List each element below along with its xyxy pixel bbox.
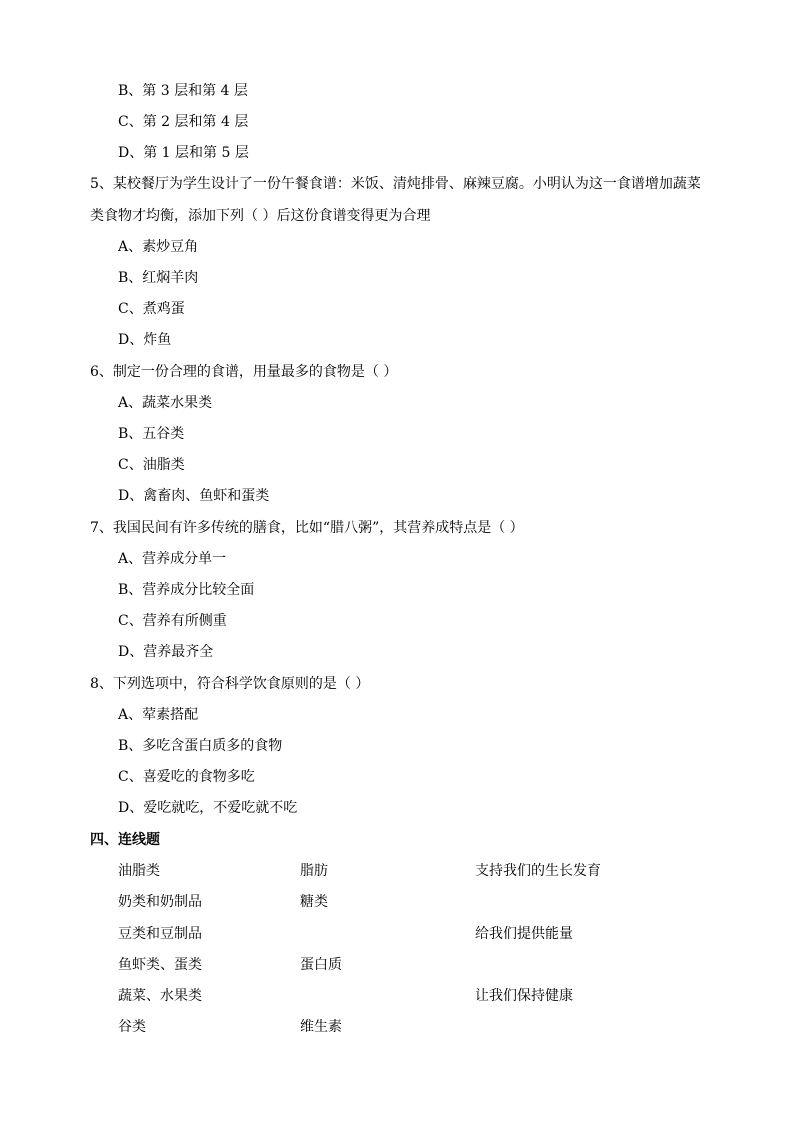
match-food-item: 油脂类 [118, 863, 160, 879]
match-food-item: 谷类 [118, 1019, 146, 1035]
question-8-option-c: C、喜爱吃的食物多吃 [118, 769, 255, 785]
question-5-stem-line2: 类食物才均衡，添加下列（ ）后这份食谱变得更为合理 [90, 208, 431, 224]
match-food-item: 奶类和奶制品 [118, 894, 202, 910]
match-nutrient-item: 糖类 [300, 894, 328, 910]
question-7-option-c: C、营养有所侧重 [118, 613, 227, 629]
question-8-option-d: D、爱吃就吃，不爱吃就不吃 [118, 800, 298, 816]
question-8-option-a: A、荤素搭配 [118, 707, 199, 723]
question-6-option-d: D、禽畜肉、鱼虾和蛋类 [118, 488, 270, 504]
match-nutrient-item: 脂肪 [300, 863, 328, 879]
match-food-item: 豆类和豆制品 [118, 926, 202, 942]
question-5-option-c: C、煮鸡蛋 [118, 301, 185, 317]
question-7-option-b: B、营养成分比较全面 [118, 582, 255, 598]
question-7-stem: 7、我国民间有许多传统的膳食，比如“腊八粥”，其营养成特点是（ ） [90, 520, 524, 536]
question-5-option-b: B、红焖羊肉 [118, 270, 199, 286]
option-b-prev: B、第 3 层和第 4 层 [118, 83, 248, 99]
match-food-item: 鱼虾类、蛋类 [118, 957, 202, 973]
question-6-option-a: A、蔬菜水果类 [118, 395, 213, 411]
option-c-prev: C、第 2 层和第 4 层 [118, 114, 249, 130]
question-5-option-d: D、炸鱼 [118, 332, 172, 348]
question-6-stem: 6、制定一份合理的食谱，用量最多的食物是（ ） [90, 364, 398, 380]
match-nutrient-item: 蛋白质 [300, 957, 342, 973]
question-6-option-c: C、油脂类 [118, 457, 185, 473]
section-4-heading: 四、连线题 [90, 832, 160, 848]
match-food-item: 蔬菜、水果类 [118, 988, 202, 1004]
question-8-option-b: B、多吃含蛋白质多的食物 [118, 738, 283, 754]
question-5-stem-line1: 5、某校餐厅为学生设计了一份午餐食谱：米饭、清炖排骨、麻辣豆腐。小明认为这一食谱增加蔬菜 [90, 176, 701, 192]
question-8-stem: 8、下列选项中，符合科学饮食原则的是（ ） [90, 676, 370, 692]
option-d-prev: D、第 1 层和第 5 层 [118, 145, 249, 161]
question-6-option-b: B、五谷类 [118, 426, 185, 442]
question-5-option-a: A、素炒豆角 [118, 239, 199, 255]
match-function-item: 给我们提供能量 [475, 926, 573, 942]
question-7-option-d: D、营养最齐全 [118, 644, 214, 660]
match-function-item: 支持我们的生长发育 [475, 863, 601, 879]
question-7-option-a: A、营养成分单一 [118, 551, 227, 567]
match-nutrient-item: 维生素 [300, 1019, 342, 1035]
match-function-item: 让我们保持健康 [475, 988, 573, 1004]
